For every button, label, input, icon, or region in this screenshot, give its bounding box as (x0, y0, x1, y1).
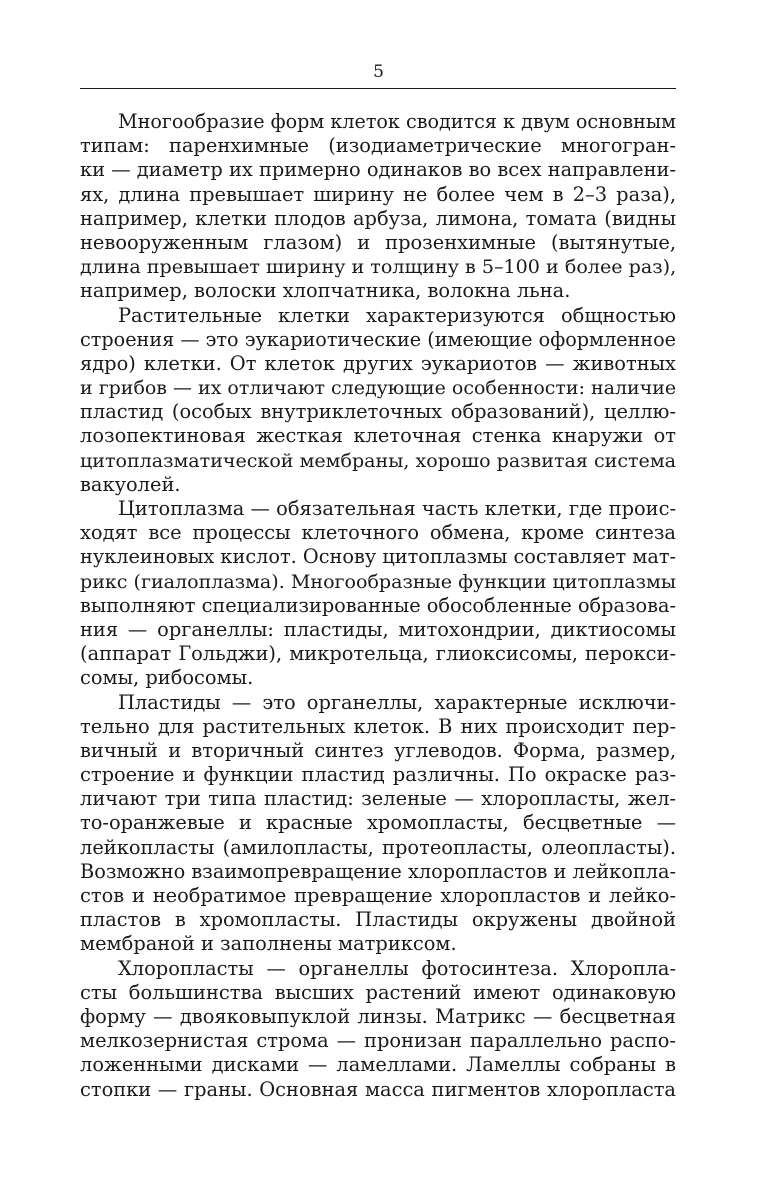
text-line: типам: паренхимные (изодиаметрические многогран- (80, 134, 676, 158)
text-line: пластид (особых внутриклеточных образований), целлю- (80, 400, 676, 424)
text-line: длина превышает ширину и толщину в 5–100 и более раз), (80, 255, 677, 279)
text-line: рикс (гиалоплазма). Многообразные функции цитоплазмы (80, 570, 676, 593)
text-line: мелкозернистая строма — пронизан параллельно распо- (80, 1029, 676, 1053)
text-line: строение и функции пластид различны. По окраске раз- (80, 763, 676, 787)
text-line: Многообразие форм клеток сводится к двум основным (118, 110, 676, 133)
text-line: вичный и вторичный синтез углеводов. Форма, размер, (80, 738, 676, 762)
paragraph (80, 110, 676, 304)
text-line: Растительные клетки характеризуются общностью (118, 303, 676, 327)
text-line: невооруженным глазом) и прозенхимные (вытянутые, (80, 230, 676, 254)
text-line: вакуолей. (80, 472, 181, 496)
text-line: ложенными дисками — ламеллами. Ламеллы собраны в (80, 1053, 676, 1077)
text-line: лозопектиновая жесткая клеточная стенка кнаружи от (80, 424, 676, 448)
text-line: то-оранжевые и красные хромопласты, бесцветные — (80, 811, 676, 835)
text-line: например, волоски хлопчатника, волокна льна. (80, 279, 571, 303)
text-line: ки — диаметр их примерно одинаков во всех направлени- (80, 158, 676, 182)
text-line: и грибов — их отличают следующие особенности: наличие (80, 377, 677, 400)
text-line: пластов в хромопласты. Пластиды окружены двойной (80, 908, 676, 932)
text-line: сомы, рибосомы. (80, 666, 254, 690)
text-line: стов и необратимое превращение хлоропластов и лейко- (80, 884, 676, 907)
header-rule (80, 88, 676, 89)
text-line: тельно для растительных клеток. В них происходит пер- (80, 714, 676, 738)
paragraph (80, 691, 676, 957)
text-line: стопки — граны. Основная масса пигментов хлоропласта (80, 1077, 676, 1101)
page-number: 5 (373, 62, 384, 82)
text-line: ядро) клетки. От клеток других эукариотов — животных (80, 351, 676, 375)
text-line: цитоплазматической мембраны, хорошо развитая система (80, 449, 676, 472)
paragraph (80, 497, 676, 691)
body-text (80, 110, 676, 1102)
text-line: ния — органеллы: пластиды, митохондрии, диктиосомы (80, 617, 676, 641)
text-line: Цитоплазма — обязательная часть клетки, где проис- (118, 497, 676, 520)
paragraph (80, 957, 676, 1102)
text-line: ях, длина превышает ширину не более чем в 2–3 раза), (80, 182, 676, 206)
text-line: лейкопласты (амилопласты, протеопласты, олеопласты). (80, 835, 676, 859)
text-line: выполняют специализированные обособленные образова- (80, 593, 676, 617)
text-line: нуклеиновых кислот. Основу цитоплазмы составляет мат- (80, 545, 676, 569)
text-line: Пластиды — это органеллы, характерные исключи- (118, 690, 676, 714)
text-line: ходят все процессы клеточного обмена, кроме синтеза (80, 521, 676, 545)
paragraph (80, 304, 676, 498)
text-line: Возможно взаимопревращение хлоропластов и лейкопла- (80, 859, 676, 883)
text-line: например, клетки плодов арбуза, лимона, томата (видны (80, 206, 676, 230)
text-line: сты большинства высших растений имеют одинаковую (80, 980, 676, 1004)
text-line: Хлоропласты — органеллы фотосинтеза. Хлоропла- (118, 956, 676, 980)
text-line: (аппарат Гольджи), микротельца, глиоксисомы, перокси- (80, 642, 676, 666)
text-line: личают три типа пластид: зеленые — хлоропласты, жел- (80, 787, 676, 811)
text-line: мембраной и заполнены матриксом. (80, 932, 457, 956)
text-line: форму — двояковыпуклой линзы. Матрикс — бесцветная (80, 1004, 676, 1028)
text-line: строения — это эукариотические (имеющие оформленное (80, 327, 676, 351)
